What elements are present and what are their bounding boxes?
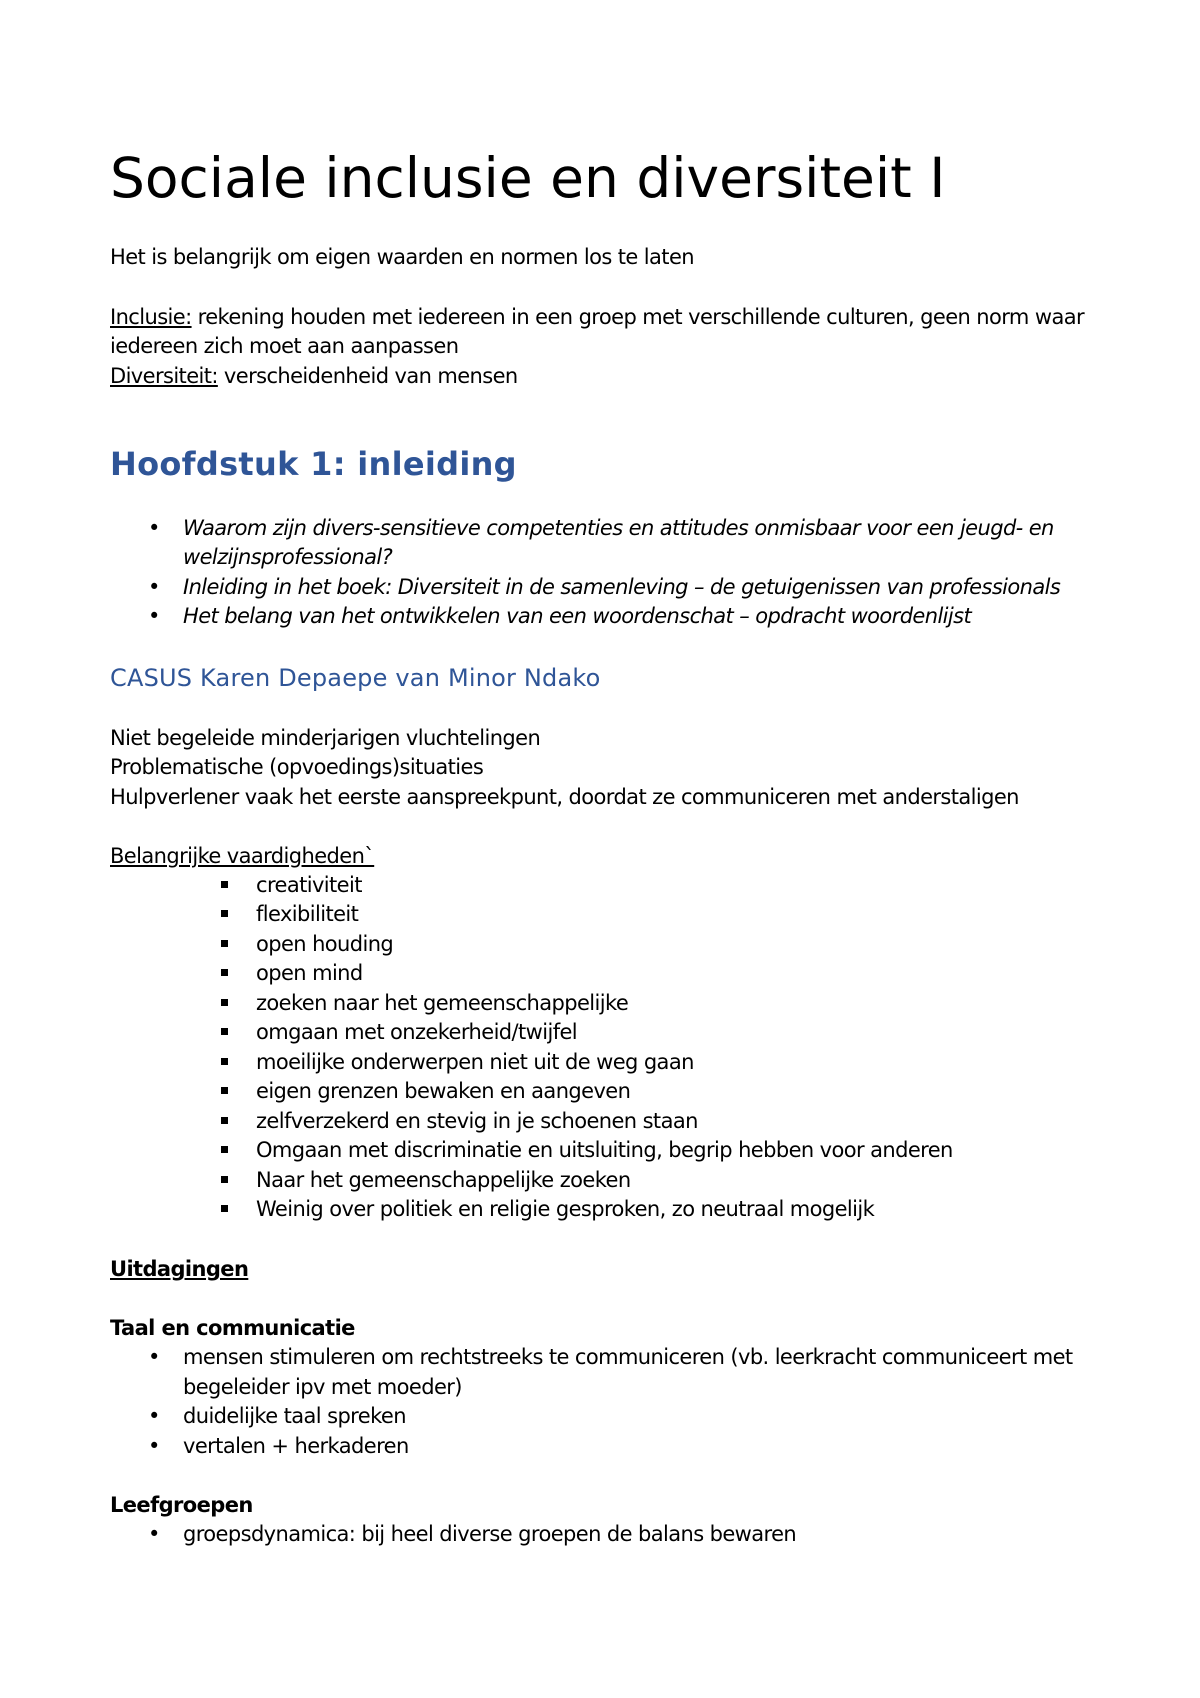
inclusie-term: Inclusie: — [110, 305, 192, 329]
chapter-bullet-marker: • — [148, 516, 160, 540]
challenges-heading: Uitdagingen — [110, 1257, 249, 1281]
chapter-bullet-1-cont: welzijnsprofessional? — [183, 545, 393, 569]
casus-line-2: Problematische (opvoedings)situaties — [110, 755, 484, 779]
casus-heading: CASUS Karen Depaepe van Minor Ndako — [110, 664, 601, 692]
intro-text: Het is belangrijk om eigen waarden en normen los te laten — [110, 245, 694, 269]
diversiteit-text: verscheidenheid van mensen — [217, 364, 518, 388]
square-bullet-icon — [221, 1058, 228, 1065]
square-bullet-icon — [221, 1146, 228, 1153]
skill-item: omgaan met onzekerheid/twijfel — [221, 1018, 577, 1047]
skill-item: zoeken naar het gemeenschappelijke — [221, 989, 628, 1018]
taal-bullet-1-cont: begeleider ipv met moeder) — [183, 1375, 462, 1399]
square-bullet-icon — [221, 940, 228, 947]
casus-line-1: Niet begeleide minderjarigen vluchtelingen — [110, 726, 541, 750]
taal-bullet-3: vertalen + herkaderen — [183, 1434, 409, 1458]
leefgroepen-bullet-marker: • — [148, 1522, 160, 1546]
chapter-bullet-1: Waarom zijn divers-sensitieve competenties en attitudes onmisbaar voor een jeugd- en — [183, 516, 1054, 540]
chapter-heading: Hoofdstuk 1: inleiding — [110, 445, 517, 483]
skill-item: open mind — [221, 959, 363, 988]
inclusie-definition — [110, 303, 1084, 332]
skills-heading: Belangrijke vaardigheden` — [110, 844, 375, 868]
chapter-bullet-2: Inleiding in het boek: Diversiteit in de samenleving – de getuigenissen van professionals — [183, 575, 1061, 599]
square-bullet-icon — [221, 1205, 228, 1212]
square-bullet-icon — [221, 969, 228, 976]
casus-line-3: Hulpverlener vaak het eerste aanspreekpunt, doordat ze communiceren met anderstaligen — [110, 785, 1019, 809]
skill-item: flexibiliteit — [221, 900, 358, 929]
leefgroepen-heading: Leefgroepen — [110, 1493, 253, 1517]
taal-bullet-marker: • — [148, 1434, 160, 1458]
square-bullet-icon — [221, 1028, 228, 1035]
inclusie-text: rekening houden met iedereen in een groep met verschillende culturen, geen norm waar — [191, 305, 1085, 329]
taal-bullet-marker: • — [148, 1345, 160, 1369]
chapter-bullet-marker: • — [148, 604, 160, 628]
square-bullet-icon — [221, 999, 228, 1006]
skill-item: eigen grenzen bewaken en aangeven — [221, 1077, 630, 1106]
square-bullet-icon — [221, 1087, 228, 1094]
taal-bullet-marker: • — [148, 1404, 160, 1428]
skill-item: Weinig over politiek en religie gesproken, zo neutraal mogelijk — [221, 1195, 874, 1224]
skill-item: zelfverzekerd en stevig in je schoenen staan — [221, 1107, 698, 1136]
skill-item: Omgaan met discriminatie en uitsluiting, begrip hebben voor anderen — [221, 1136, 953, 1165]
skill-item: moeilijke onderwerpen niet uit de weg gaan — [221, 1048, 694, 1077]
skill-item: Naar het gemeenschappelijke zoeken — [221, 1166, 631, 1195]
taal-heading: Taal en communicatie — [110, 1316, 355, 1340]
page-title: Sociale inclusie en diversiteit I — [110, 146, 946, 210]
square-bullet-icon — [221, 1117, 228, 1124]
diversiteit-definition — [110, 362, 518, 391]
skill-item: open houding — [221, 930, 393, 959]
chapter-bullet-3: Het belang van het ontwikkelen van een woordenschat – opdracht woordenlijst — [183, 604, 972, 628]
taal-bullet-2: duidelijke taal spreken — [183, 1404, 406, 1428]
square-bullet-icon — [221, 910, 228, 917]
leefgroepen-bullet-1: groepsdynamica: bij heel diverse groepen de balans bewaren — [183, 1522, 797, 1546]
chapter-bullet-marker: • — [148, 575, 160, 599]
square-bullet-icon — [221, 881, 228, 888]
diversiteit-term: Diversiteit: — [110, 364, 218, 388]
skill-item: creativiteit — [221, 871, 362, 900]
taal-bullet-1: mensen stimuleren om rechtstreeks te communiceren (vb. leerkracht communiceert met — [183, 1345, 1073, 1369]
square-bullet-icon — [221, 1176, 228, 1183]
inclusie-definition-cont: iedereen zich moet aan aanpassen — [110, 334, 459, 358]
